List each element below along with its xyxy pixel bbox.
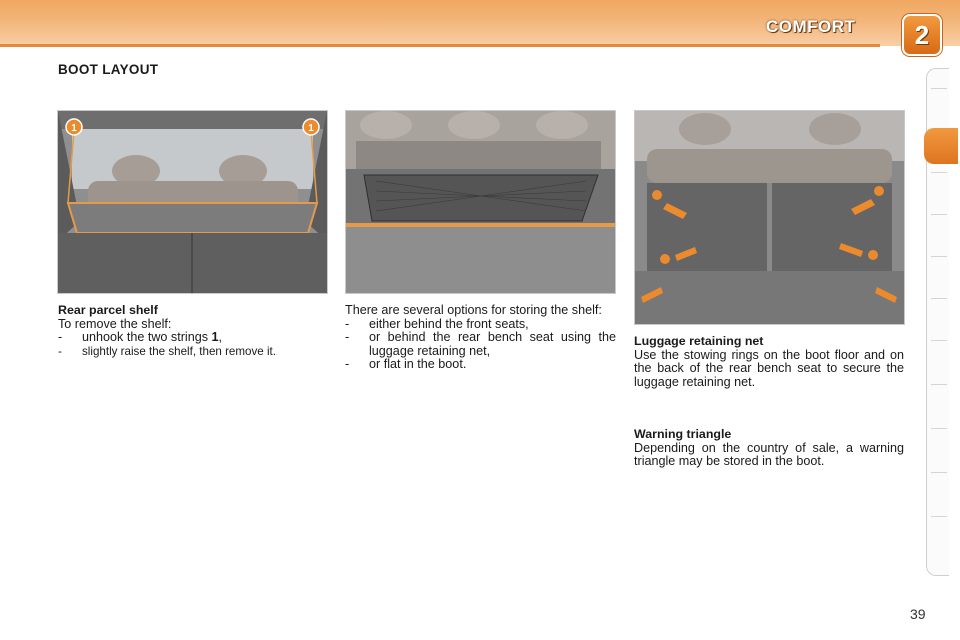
chapter-title: COMFORT (766, 17, 856, 36)
boot-net-illustration (345, 110, 616, 294)
luggage-net-text: Use the stowing rings on the boot floor and on the back of the rear bench seat to secure the luggage retaining net. (634, 347, 904, 389)
chapter-tab-divider (931, 340, 947, 341)
header-rule (0, 44, 880, 47)
list-item: - or flat in the boot. (345, 357, 467, 372)
chapter-number-badge: 2 (902, 14, 942, 56)
parcel-shelf-intro: To remove the shelf: (58, 316, 172, 331)
chapter-tab-divider (931, 256, 947, 257)
luggage-net-heading: Luggage retaining net (634, 334, 764, 348)
list-item: - unhook the two strings 1, (58, 330, 223, 345)
boot-rings-illustration (634, 110, 905, 325)
list-item: - either behind the front seats, (345, 316, 529, 331)
callout-1-right: 1 (308, 123, 314, 134)
warning-triangle-heading: Warning triangle (634, 427, 732, 441)
parcel-shelf-heading: Rear parcel shelf (58, 303, 158, 317)
chapter-tab-divider (931, 172, 947, 173)
shelf-storage-section (345, 304, 616, 372)
chapter-tab-divider (931, 472, 947, 473)
list-item: - or behind the rear bench seat using the luggage retaining net, (345, 330, 616, 358)
parcel-shelf-section (58, 304, 328, 358)
chapter-tab-divider (931, 298, 947, 299)
list-item: - slightly raise the shelf, then remove it. (58, 344, 276, 358)
chapter-tab-divider (931, 214, 947, 215)
page-number: 39 (910, 606, 926, 622)
chapter-tab-divider (931, 428, 947, 429)
callout-1-left: 1 (71, 123, 77, 134)
shelf-storage-intro: There are several options for storing the shelf: (345, 303, 602, 317)
callout-ref: 1 (211, 330, 219, 345)
chapter-tab-divider (931, 384, 947, 385)
chapter-tab-active[interactable] (924, 128, 958, 164)
section-title: BOOT LAYOUT (58, 62, 159, 77)
chapter-tab-divider (931, 88, 947, 89)
parcel-shelf-illustration (57, 110, 328, 294)
warning-triangle-text: Depending on the country of sale, a warning triangle may be stored in the boot. (634, 440, 904, 469)
chapter-tab-divider (931, 516, 947, 517)
warning-triangle-section (634, 428, 904, 469)
luggage-net-section (634, 335, 904, 389)
